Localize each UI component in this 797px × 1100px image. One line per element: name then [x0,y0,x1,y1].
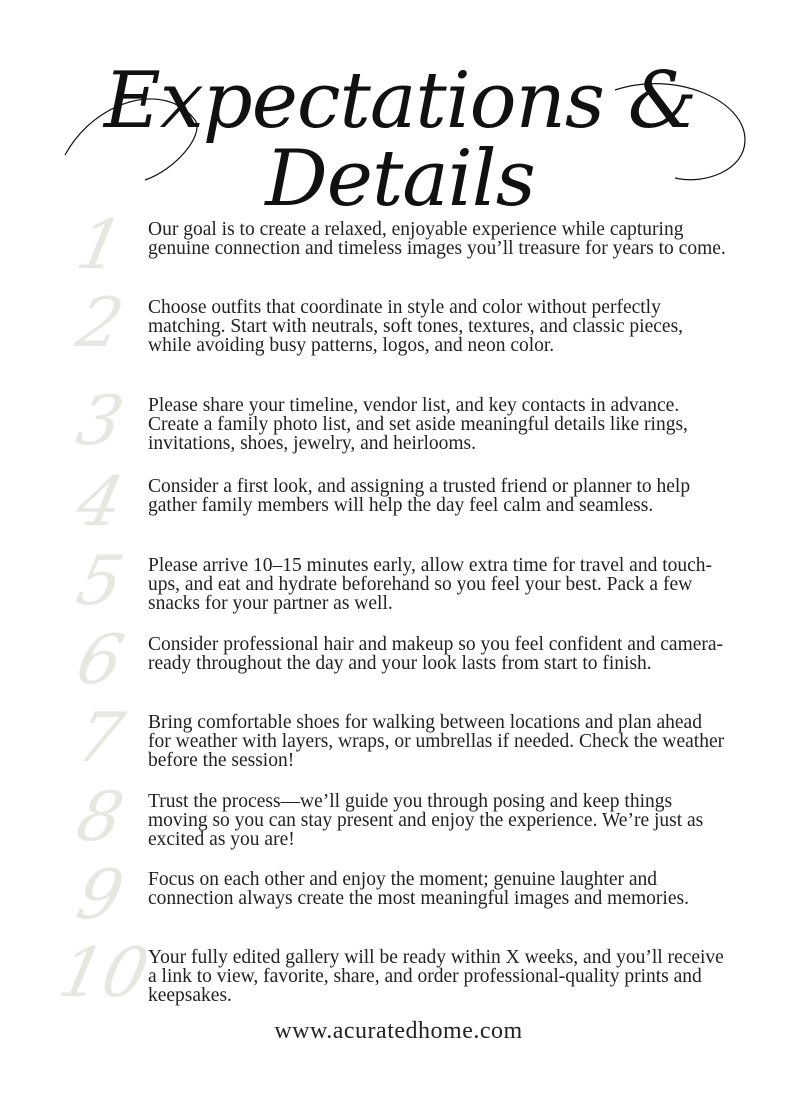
page-title: Expectations & Details [103,56,697,224]
item-text: Bring comfortable shoes for walking between locations and plan ahead for weather with layers, wraps, or umbrellas if needed. Check the weather before the session! [148,712,725,771]
item-text: Focus on each other and enjoy the moment; genuine laughter and connection always create the most meaningful images and memories. [148,869,689,909]
item-number: 6 [70,621,131,700]
item-text: Your fully edited gallery will be ready within X weeks, and you’ll receive a link to view, favorite, share, and order professional-quality prints and keepsakes. [148,947,724,1006]
item-number: 4 [70,463,131,542]
item-number: 2 [70,284,131,363]
item-number: 3 [70,382,131,461]
list-item [60,621,740,713]
list-item [60,206,740,298]
item-number: 1 [70,206,131,285]
item-text: Consider professional hair and makeup so you feel confident and camera-ready throughout the day and your look lasts from start to finish. [148,634,724,674]
list-item [60,542,740,634]
item-text: Trust the process—we’ll guide you through posing and keep things moving so you can stay present and enjoy the experience. We’re just as excited as you are! [148,791,704,850]
item-text: Please share your timeline, vendor list, and key contacts in advance. Create a family photo list, and set aside meaningful details like rings, invitations, shoes, jewelry, and heirlooms. [148,395,688,454]
list-item [60,463,740,555]
item-text: Please arrive 10–15 minutes early, allow extra time for travel and touch-ups, and eat and hydrate beforehand so you feel your best. Pack a few snacks for your partner as well. [148,555,713,614]
item-number: 9 [70,856,131,935]
list-item [60,382,740,474]
item-number: 5 [70,542,131,621]
item-number: 8 [70,778,131,857]
item-number: 10 [51,934,156,1013]
list-item [60,699,740,791]
list-item [60,778,740,870]
list-item [60,284,740,376]
item-text: Our goal is to create a relaxed, enjoyable experience while capturing genuine connection and timeless images you’ll treasure for years to come. [148,219,726,259]
list-item [60,856,740,948]
item-text: Consider a first look, and assigning a trusted friend or planner to help gather family members will help the day feel calm and seamless. [148,476,691,516]
list-item [51,934,740,1026]
item-number: 7 [70,699,131,778]
item-text: Choose outfits that coordinate in style and color without perfectly matching. Start with neutrals, soft tones, textures, and classic pieces, while avoiding busy patterns, logos, and neon color. [148,297,684,356]
website-url: www.acuratedhome.com [274,1018,523,1044]
